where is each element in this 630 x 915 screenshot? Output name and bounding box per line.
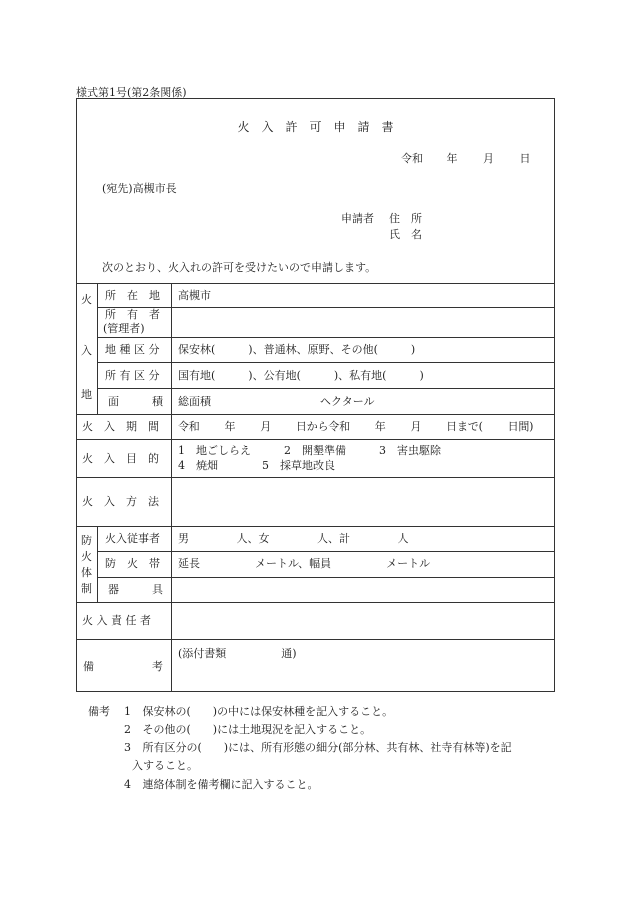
- group-char: 防: [81, 534, 92, 547]
- purpose-label: 火 入 目 的: [82, 452, 159, 465]
- remarks-label: 備: [83, 660, 94, 673]
- note-text: 連絡体制を備考欄に記入すること。: [142, 778, 319, 791]
- row-line: [97, 551, 554, 552]
- row-line: [77, 477, 554, 478]
- note-item: [124, 776, 319, 792]
- location-label: 所 在 地: [105, 289, 160, 302]
- equipment-label-end: 具: [152, 583, 163, 596]
- table-top-line: [77, 283, 554, 284]
- note-text: 所有区分の( )には、所有形態の細分(部分林、共有林、社寺有林等)を記: [142, 741, 512, 754]
- row-line: [77, 639, 554, 640]
- method-label: 火 入 方 法: [82, 495, 159, 508]
- date-line: [401, 150, 531, 166]
- area-label: 面: [108, 395, 119, 408]
- date-year: 年: [446, 152, 458, 165]
- firebreak-label: 防 火 帯: [105, 557, 160, 570]
- note-item: [124, 721, 371, 737]
- firebreak-value: 延長 メートル、幅員 メートル: [178, 557, 431, 570]
- note-number: 4: [124, 778, 131, 791]
- remarks-label-end: 考: [152, 660, 163, 673]
- row-line: [77, 414, 554, 415]
- group-char: 火: [81, 550, 92, 563]
- date-day: 日: [519, 152, 531, 165]
- form-title: 火 入 許 可 申 請 書: [237, 120, 394, 134]
- group-char: 地: [81, 388, 92, 401]
- applicant-label: 申請者: [341, 212, 374, 225]
- group-char: 入: [81, 344, 92, 357]
- note-number: 2: [124, 723, 131, 736]
- owner-sublabel: (管理者): [103, 322, 145, 335]
- group-divider-line: [97, 526, 98, 602]
- note-text: 保安林の( )の中には保安林種を記入すること。: [142, 705, 394, 718]
- row-line: [97, 362, 554, 363]
- group-char: 体: [81, 566, 92, 579]
- row-line: [77, 439, 554, 440]
- area-label-end: 積: [152, 395, 163, 408]
- period-value: 令和 年 月 日から令和 年 月 日まで( 日間): [178, 420, 534, 433]
- note-number: 3: [124, 741, 131, 754]
- addressee: (宛先)高槻市長: [102, 182, 177, 195]
- date-era: 令和: [401, 152, 423, 165]
- notes-heading: 備考: [88, 705, 110, 718]
- row-line: [97, 577, 554, 578]
- ownership-type-value: 国有地( )、公有地( )、私有地( ): [178, 369, 424, 382]
- row-line: [77, 526, 554, 527]
- ownership-type-label: 所 有 区 分: [105, 369, 160, 382]
- area-unit: ヘクタール: [320, 395, 375, 408]
- group-char: 制: [81, 582, 92, 595]
- row-line: [97, 337, 554, 338]
- equipment-label: 器: [108, 583, 119, 596]
- note-number: 1: [124, 705, 131, 718]
- group-divider-line: [97, 283, 98, 414]
- owner-label: 所 有 者: [105, 308, 160, 321]
- workers-label: 火入従事者: [105, 532, 160, 545]
- form-id: 様式第1号(第2条関係): [76, 86, 187, 99]
- note-item: [124, 739, 512, 755]
- area-value-label: 総面積: [178, 395, 211, 408]
- workers-value: 男 人、女 人、計 人: [178, 532, 409, 545]
- row-line: [97, 307, 554, 308]
- applicant-name-label: 氏 名: [389, 228, 422, 241]
- land-type-label: 地 種 区 分: [105, 343, 160, 356]
- row-line: [97, 388, 554, 389]
- note-continuation: 入すること。: [132, 759, 198, 772]
- group-char: 火: [81, 293, 92, 306]
- applicant-address-label: 住 所: [389, 212, 422, 225]
- application-form: [76, 98, 555, 692]
- date-month: 月: [483, 152, 494, 165]
- purpose-line-2: 4 焼畑 5 採草地改良: [178, 459, 335, 472]
- note-text: その他の( )には土地現況を記入すること。: [142, 723, 372, 736]
- land-type-value: 保安林( )、普通林、原野、その他( ): [178, 343, 416, 356]
- period-label: 火 入 期 間: [82, 420, 159, 433]
- label-divider-line: [171, 283, 172, 691]
- purpose-line-1: 1 地ごしらえ 2 開墾準備 3 害虫駆除: [178, 444, 441, 457]
- remarks-value: (添付書類 通): [178, 647, 297, 660]
- note-item: [124, 703, 393, 719]
- responsible-label: 火 入 責 任 者: [82, 614, 151, 627]
- location-value: 高槻市: [178, 289, 211, 302]
- row-line: [77, 602, 554, 603]
- intro-text: 次のとおり、火入れの許可を受けたいので申請します。: [102, 261, 377, 274]
